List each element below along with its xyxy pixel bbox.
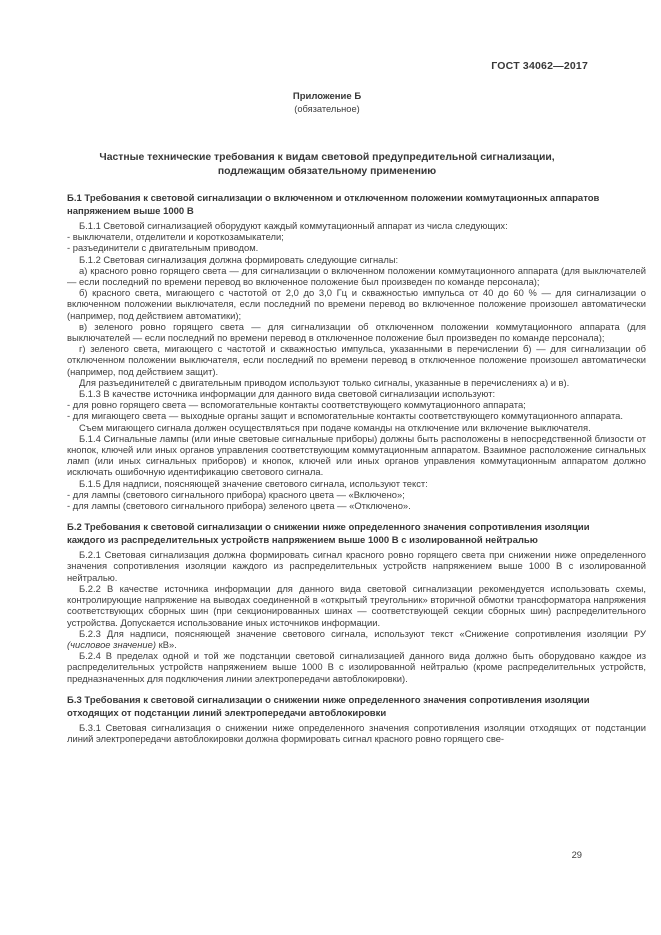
paragraph: Б.2.4 В пределах одной и той же подстанции световой сигнализацией данного вида должно быть оборудовано каждое из распределительных устройств напряжением выше 1000 В с изолированной нейтралью (кроме распределительных устройств, предназначенных для подключения линии электропередачи автоблокировки). bbox=[67, 650, 646, 684]
annex-block bbox=[67, 90, 587, 116]
paragraph: Б.1.2 Световая сигнализация должна формировать следующие сигналы: bbox=[79, 253, 399, 265]
paragraph: - для лампы (светового сигнального прибора) красного цвета — «Включено»; bbox=[67, 488, 405, 500]
paragraph: Б.2.3 Для надписи, поясняющей значение светового сигнала, используют текст «Снижение сопротивления изоляции РУ (числовое значение) кВ». bbox=[67, 627, 646, 650]
paragraph: Б.2.1 Световая сигнализация должна формировать сигнал красного ровно горящего света при снижении ниже определенного значения сопротивления изоляции каждого из распределительных устройств напряжением выше 1000 В с изолированной нейтралью. bbox=[67, 549, 646, 583]
paragraph: Для разъединителей с двигательным приводом используют только сигналы, указанные в перечислениях а) и в). bbox=[79, 376, 570, 388]
doc-number: ГОСТ 34062—2017 bbox=[491, 60, 588, 72]
paragraph: г) зеленого света, мигающего с частотой и скважностью импульса, указанными в перечислении б) — для сигнализации об отключенном положении выключателя, если последний по времени перевод в отключенное положение произошел автоматически (например, под действием защит). bbox=[67, 343, 646, 377]
document-body bbox=[67, 192, 646, 744]
paragraph: Б.3.1 Световая сигнализация о снижении ниже определенного значения сопротивления изоляции отходящих от подстанции линий электропередачи автоблокировки должна формировать сигнал красного ровно горящего све- bbox=[67, 721, 646, 744]
page-number: 29 bbox=[571, 849, 582, 860]
paragraph: Б.1.1 Световой сигнализацией оборудуют каждый коммутационный аппарат из числа следующих: bbox=[79, 220, 508, 231]
annex-note: (обязательное) bbox=[294, 104, 360, 114]
section-heading: Б.1 Требования к световой сигнализации о включенном и отключенном положении коммутационных аппаратов напряжением выше 1000 В bbox=[67, 193, 600, 217]
section bbox=[67, 521, 646, 683]
section-heading: Б.2 Требования к световой сигнализации о снижении ниже определенного значения сопротивления изоляции каждого из распределительных устройств напряжением выше 1000 В с изолированной нейтралью bbox=[67, 522, 590, 547]
paragraph: а) красного ровно горящего света — для сигнализации о включенном положении коммутационного аппарата (для выключателей — если последний по времени перевод во включенное положение был произведен по команде персонала); bbox=[67, 264, 646, 288]
document-title bbox=[67, 151, 587, 179]
annex-label: Приложение Б bbox=[292, 91, 362, 102]
paragraph: в) зеленого ровно горящего света — для сигнализации об отключенном положении коммутационного аппарата (для выключателей — если последний по времени перевод в отключенное положение был произведен по команде персонала); bbox=[67, 320, 646, 344]
paragraph: б) красного света, мигающего с частотой от 2,0 до 3,0 Гц и скважностью импульса от 40 до 60 % — для сигнализации о включенном положении выключателя, если последний по времени перевод во включенное положение произошел автоматически (например, под действием автоматики); bbox=[67, 287, 646, 321]
paragraph: - разъединители с двигательным приводом. bbox=[67, 242, 259, 254]
paragraph: Б.2.2 В качестве источника информации для данного вида световой сигнализации рекомендуется использовать схемы, контролирующие напряжение на выводах соединенной в «открытый треугольник» вторичной обмотки трансформатора напряжения соответствующих сборных шин (при секционированных шинах — соответствующей секции сборных шин) распределительного устройства. Допускается использование иных источников информации. bbox=[67, 582, 646, 628]
paragraph: Съем мигающего сигнала должен осуществляться при подаче команды на отключение или включение выключателя. bbox=[79, 421, 591, 433]
section bbox=[67, 694, 646, 744]
document-title-text: Частные технические требования к видам световой предупредительной сигнализации, подлежащим обязательному применению bbox=[99, 152, 555, 177]
paragraph: Б.1.5 Для надписи, поясняющей значение светового сигнала, используют текст: bbox=[79, 477, 428, 489]
paragraph: - выключатели, отделители и короткозамыкатели; bbox=[67, 231, 284, 243]
paragraph: - для лампы (светового сигнального прибора) зеленого цвета — «Отключено». bbox=[67, 500, 411, 512]
paragraph: - для ровно горящего света — вспомогательные контакты соответствующего коммутационного аппарата; bbox=[67, 399, 526, 411]
section-heading: Б.3 Требования к световой сигнализации о снижении ниже определенного значения сопротивления изоляции отходящих от подстанции линий электропередачи автоблокировки bbox=[67, 694, 590, 719]
section bbox=[67, 192, 646, 511]
paragraph: Б.1.4 Сигнальные лампы (или иные световые сигнальные приборы) должны быть расположены в непосредственной близости от кнопок, ключей или иных органов управления соответствующим коммутационным аппаратом. Взаимное расположение сигнальных ламп (или иных сигнальных приборов) и кнопок, ключей или иных органов управления коммутационным аппаратом должно исключать ошибочную идентификацию светового сигнала. bbox=[67, 432, 646, 478]
paragraph: Б.1.3 В качестве источника информации для данного вида световой сигнализации используют: bbox=[79, 388, 496, 400]
paragraph: - для мигающего света — выходные органы защит и вспомогательные контакты соответствующего коммутационного аппарата. bbox=[67, 410, 623, 422]
